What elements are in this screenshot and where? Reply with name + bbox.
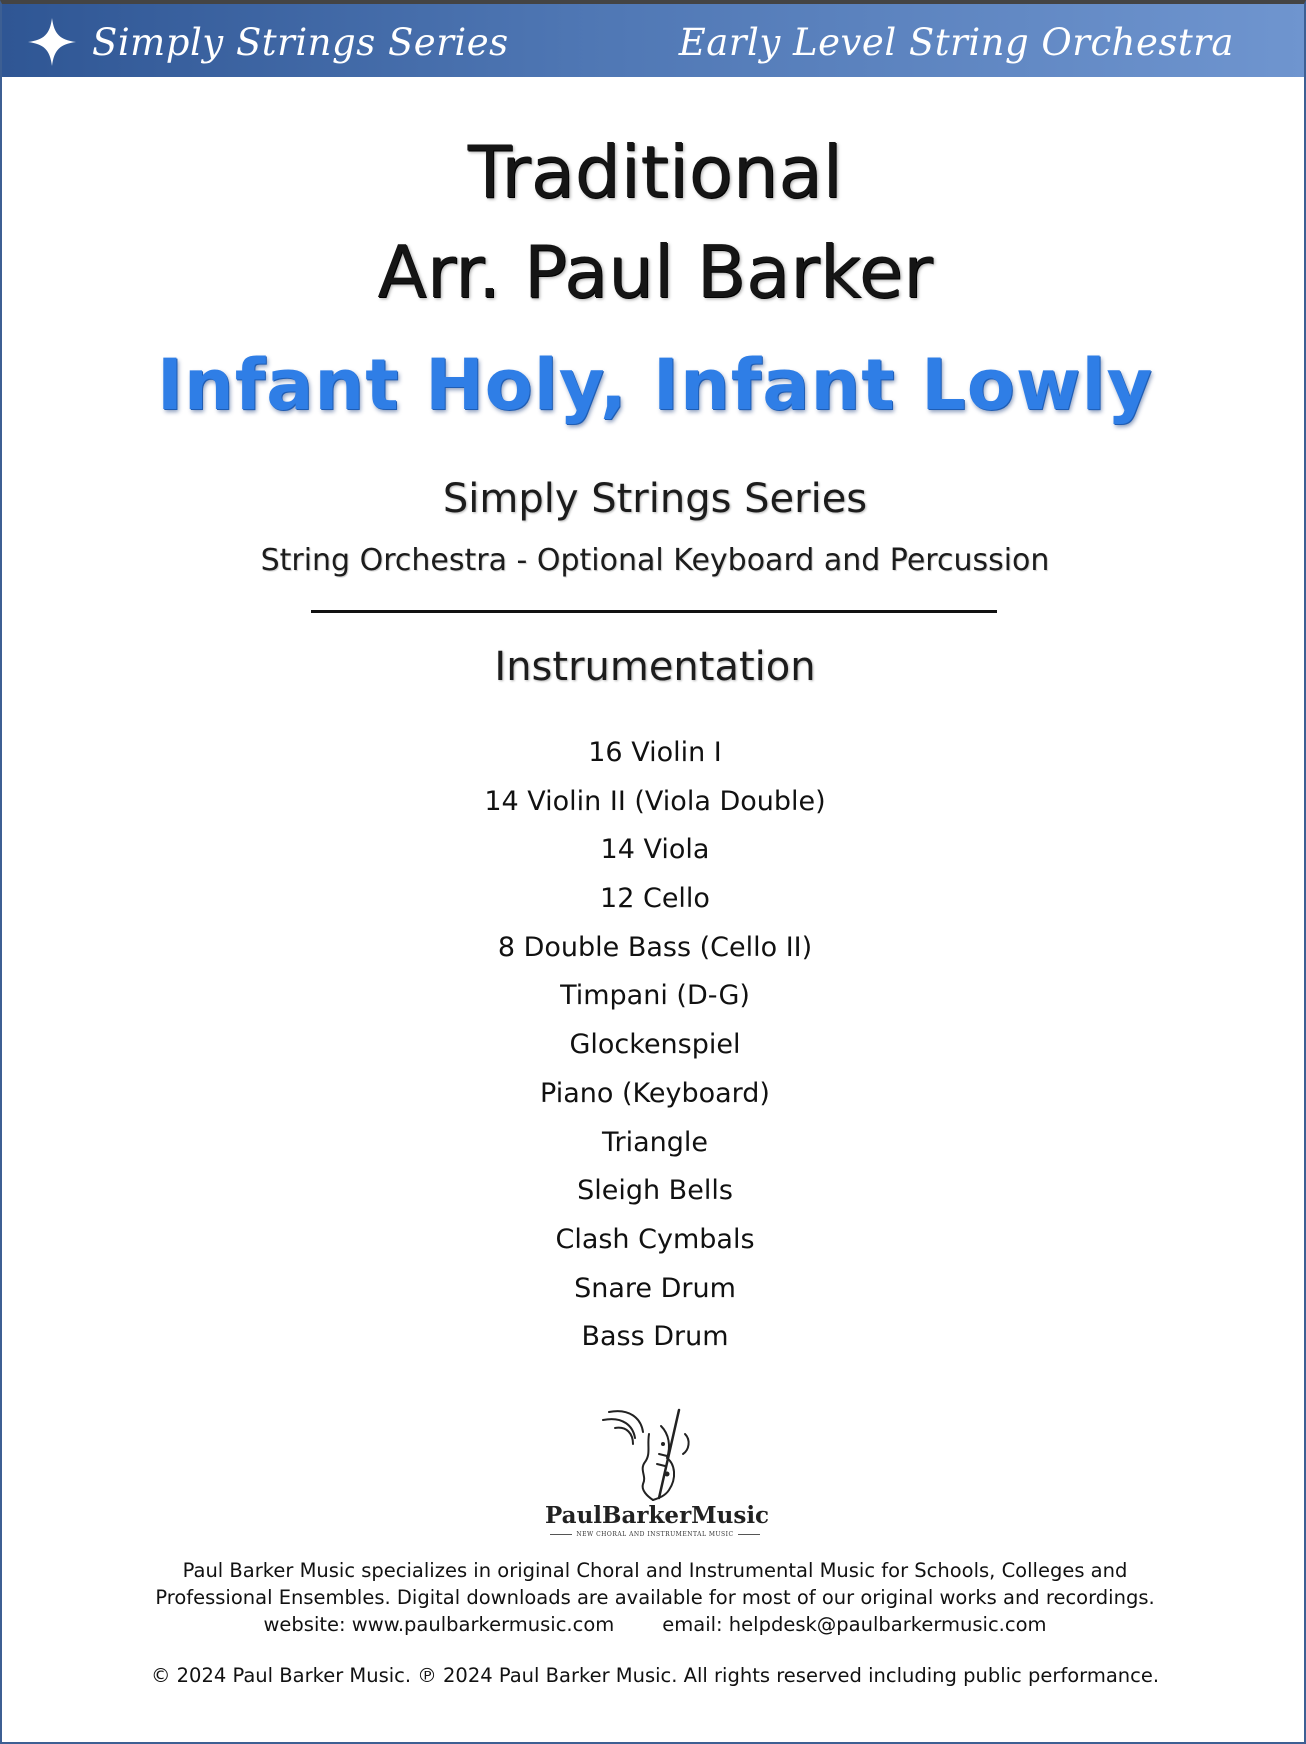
ensemble-subtitle: String Orchestra - Optional Keyboard and Percussion — [260, 543, 1050, 578]
publisher-name: PaulBarkerMusic — [545, 1502, 770, 1529]
list-item: Glockenspiel — [569, 1029, 741, 1061]
banner-left — [26, 12, 509, 72]
banner-level: Early Level String Orchestra — [678, 20, 1234, 64]
list-item: Sleigh Bells — [577, 1175, 733, 1207]
instrumentation-list — [2, 729, 1306, 1362]
about-line: Paul Barker Music specializes in original Choral and Instrumental Music for Schools, Colleges and — [182, 1559, 1128, 1582]
list-item: Piano (Keyboard) — [540, 1077, 770, 1109]
list-item: Snare Drum — [574, 1272, 736, 1304]
arranger-line: Arr. Paul Barker — [377, 230, 933, 314]
about-text — [2, 1557, 1306, 1611]
four-point-star-icon — [26, 16, 78, 68]
list-item: 16 Violin I — [588, 737, 722, 768]
about-line: Professional Ensembles. Digital downloads are available for most of our original works and recordings. — [155, 1586, 1155, 1609]
contact-line — [2, 1611, 1306, 1638]
list-item: Clash Cymbals — [555, 1223, 755, 1255]
composer-block — [2, 122, 1306, 322]
list-item: 12 Cello — [600, 883, 710, 915]
list-item: 8 Double Bass (Cello II) — [497, 931, 813, 963]
website-link[interactable]: website: www.paulbarkermusic.com — [263, 1613, 615, 1636]
piece-title: Infant Holy, Infant Lowly — [156, 344, 1154, 426]
list-item: Triangle — [601, 1126, 709, 1158]
list-item: 14 Violin II (Viola Double) — [484, 785, 826, 817]
list-item: Bass Drum — [581, 1321, 729, 1353]
banner-right — [679, 12, 1234, 72]
email-link[interactable]: email: helpdesk@paulbarkermusic.com — [662, 1613, 1047, 1636]
header-banner — [2, 4, 1304, 77]
divider — [311, 610, 997, 613]
instrumentation-heading: Instrumentation — [494, 644, 816, 690]
list-item: Timpani (D-G) — [560, 980, 750, 1012]
publisher-tagline: NEW CHORAL AND INSTRUMENTAL MUSIC — [545, 1531, 765, 1538]
violin-face-logo-icon — [589, 1404, 719, 1504]
composer-line: Traditional — [467, 130, 843, 214]
series-name: Simply Strings Series — [442, 476, 868, 522]
copyright-notice: © 2024 Paul Barker Music. ℗ 2024 Paul Barker Music. All rights reserved including public performance. — [150, 1664, 1160, 1687]
list-item: 14 Viola — [600, 834, 710, 866]
publisher-logo — [545, 1404, 770, 1538]
banner-series-name: Simply Strings Series — [92, 20, 509, 64]
